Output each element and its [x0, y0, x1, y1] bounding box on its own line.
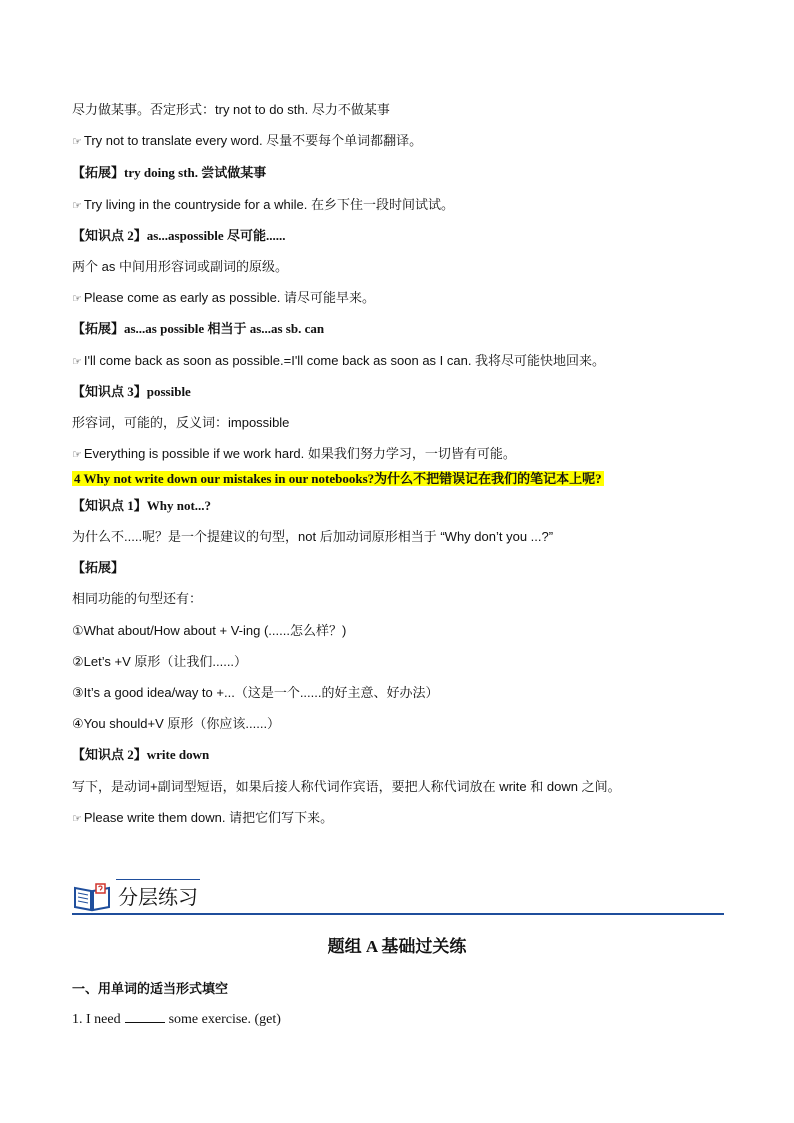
- answer-blank[interactable]: [125, 1010, 165, 1023]
- list-item: ④You should+V 原形（你应该......）: [72, 716, 281, 731]
- pointing-hand-icon: ☞: [72, 293, 82, 305]
- knowledge-point-heading: 【知识点 3】possible: [72, 384, 191, 399]
- section-header: [72, 876, 724, 916]
- text-line: 写下，是动词+副词型短语，如果后接人称代词作宾语，要把人称代词放在 write 和 down 之间。: [72, 779, 621, 794]
- pointing-hand-icon: ☞: [72, 449, 82, 461]
- exercise-heading: 一、用单词的适当形式填空: [72, 981, 229, 996]
- pointing-hand-icon: ☞: [72, 813, 82, 825]
- example-line: [72, 132, 422, 151]
- example-text: I'll come back as soon as possible.=I'll come back as soon as I can. 我将尽可能快地回来。: [83, 353, 606, 368]
- example-line: [72, 289, 375, 308]
- question-heading: [72, 470, 604, 488]
- example-text: Please come as early as possible. 请尽可能早来。: [83, 290, 376, 305]
- text-line: 为什么不.....呢？是一个提建议的句型，not 后加动词原形相当于 “Why don’t you ...?”: [72, 529, 554, 544]
- example-line: [72, 352, 605, 371]
- example-line: [72, 196, 454, 215]
- extension-heading: 【拓展】: [72, 560, 125, 575]
- question-text: 1. I need: [72, 1012, 121, 1027]
- divider: [116, 879, 200, 880]
- book-icon: [72, 882, 112, 912]
- pointing-hand-icon: ☞: [72, 356, 82, 368]
- section-title: 分层练习: [118, 885, 198, 909]
- knowledge-point-heading: 【知识点 1】Why not...?: [72, 498, 212, 513]
- example-text: Try not to translate every word. 尽量不要每个单词都翻译。: [83, 133, 423, 148]
- knowledge-point-heading: 【知识点 2】write down: [72, 747, 210, 762]
- example-text: Try living in the countryside for a while. 在乡下住一段时间试试。: [83, 197, 454, 212]
- example-text: Everything is possible if we work hard. 如果我们努力学习，一切皆有可能。: [83, 446, 516, 461]
- text-line: 尽力做某事。否定形式：try not to do sth. 尽力不做某事: [72, 102, 390, 117]
- pointing-hand-icon: ☞: [72, 200, 82, 212]
- list-item: ①What about/How about + V-ing (......怎么样？): [72, 623, 347, 638]
- example-line: [72, 809, 333, 828]
- group-title: 题组 A 基础过关练: [327, 937, 467, 956]
- text-line: 形容词，可能的，反义词：impossible: [72, 415, 290, 430]
- list-item: ③It’s a good idea/way to +...（这是一个......的好主意、好办法）: [72, 685, 439, 700]
- pointing-hand-icon: ☞: [72, 136, 82, 148]
- knowledge-point-heading: 【知识点 2】as...aspossible 尽可能......: [72, 228, 286, 243]
- text-line: 相同功能的句型还有：: [72, 591, 203, 606]
- example-line: [72, 445, 516, 464]
- extension-heading: 【拓展】as...as possible 相当于 as...as sb. can: [72, 321, 325, 336]
- text-line: 两个 as 中间用形容词或副词的原级。: [72, 259, 288, 274]
- extension-heading: 【拓展】try doing sth. 尝试做某事: [72, 165, 267, 180]
- highlighted-question: 4 Why not write down our mistakes in our notebooks?为什么不把错误记在我们的笔记本上呢?: [74, 471, 602, 486]
- example-text: Please write them down. 请把它们写下来。: [83, 810, 334, 825]
- divider: [72, 913, 724, 915]
- exercise-question: [72, 1010, 281, 1029]
- list-item: ②Let’s +V 原形（让我们......）: [72, 654, 248, 669]
- question-text: some exercise. (get): [168, 1012, 281, 1027]
